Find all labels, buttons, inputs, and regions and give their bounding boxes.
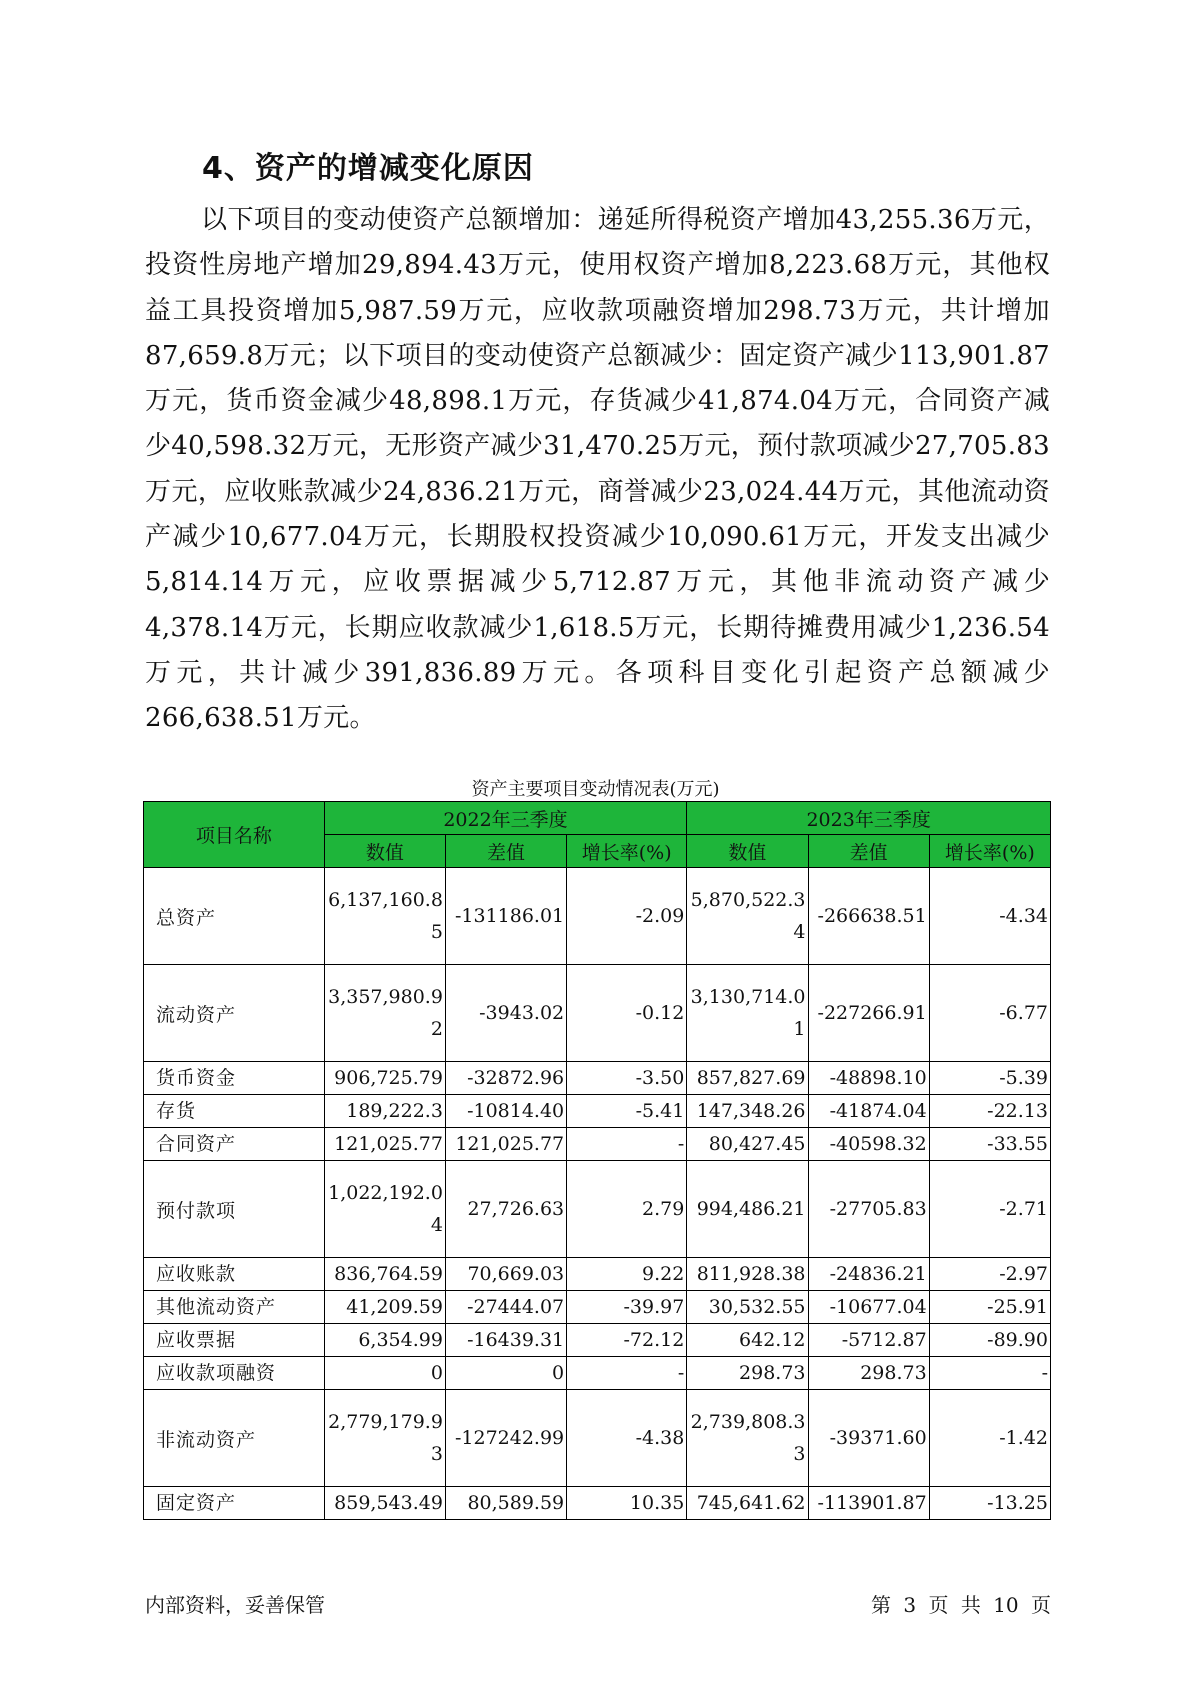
row-label: 存货	[144, 1095, 325, 1128]
header-diff-2022: 差值	[445, 835, 566, 868]
cell-growth-2022: 2.79	[567, 1161, 687, 1258]
cell-diff-2022: -32872.96	[445, 1062, 566, 1095]
cell-growth-2022: -0.12	[567, 965, 687, 1062]
cell-diff-2023: -48898.10	[808, 1062, 929, 1095]
header-value-2022: 数值	[324, 835, 445, 868]
table-row	[144, 1390, 1051, 1487]
row-label: 合同资产	[144, 1128, 325, 1161]
cell-diff-2023: -39371.60	[808, 1390, 929, 1487]
cell-diff-2022: -3943.02	[445, 965, 566, 1062]
cell-growth-2023: -6.77	[929, 965, 1050, 1062]
header-diff-2023: 差值	[808, 835, 929, 868]
cell-diff-2023: -27705.83	[808, 1161, 929, 1258]
row-label: 货币资金	[144, 1062, 325, 1095]
cell-value-2022: 6,354.99	[324, 1324, 445, 1357]
cell-diff-2023: -5712.87	[808, 1324, 929, 1357]
row-label: 预付款项	[144, 1161, 325, 1258]
cell-growth-2022: -2.09	[567, 868, 687, 965]
row-label: 应收账款	[144, 1258, 325, 1291]
cell-value-2022: 0	[324, 1357, 445, 1390]
table-row	[144, 1062, 1051, 1095]
cell-growth-2022: 10.35	[567, 1487, 687, 1520]
table-row	[144, 1128, 1051, 1161]
cell-diff-2023: 298.73	[808, 1357, 929, 1390]
cell-growth-2023: -2.71	[929, 1161, 1050, 1258]
cell-growth-2023: -25.91	[929, 1291, 1050, 1324]
cell-growth-2022: -	[567, 1128, 687, 1161]
cell-diff-2022: -131186.01	[445, 868, 566, 965]
cell-growth-2022: -3.50	[567, 1062, 687, 1095]
cell-diff-2022: -27444.07	[445, 1291, 566, 1324]
cell-diff-2023: -113901.87	[808, 1487, 929, 1520]
header-period-2022: 2022年三季度	[324, 802, 687, 835]
cell-value-2023: 2,739,808.33	[687, 1390, 808, 1487]
row-label: 总资产	[144, 868, 325, 965]
cell-growth-2023: -	[929, 1357, 1050, 1390]
cell-value-2023: 147,348.26	[687, 1095, 808, 1128]
cell-value-2023: 80,427.45	[687, 1128, 808, 1161]
row-label: 固定资产	[144, 1487, 325, 1520]
table-row	[144, 1291, 1051, 1324]
cell-diff-2022: -10814.40	[445, 1095, 566, 1128]
cell-value-2022: 859,543.49	[324, 1487, 445, 1520]
cell-growth-2022: -4.38	[567, 1390, 687, 1487]
header-period-2023: 2023年三季度	[687, 802, 1051, 835]
cell-value-2022: 189,222.3	[324, 1095, 445, 1128]
section-heading: 4、资产的增减变化原因	[202, 151, 534, 186]
body-paragraph: 以下项目的变动使资产总额增加：递延所得税资产增加43,255.36万元，投资性房地产增加29,894.43万元，使用权资产增加8,223.68万元，其他权益工具投资增加5,987.59万元，应收款项融资增加298.73万元，共计增加87,659.8万元；以下项目的变动使资产总额减少：固定资产减少113,901.87万元，货币资金减少48,898.1万元，存货减少41,874.04万元，合同资产减少40,598.32万元，无形资产减少31,470.25万元，预付款项减少27,705.83万元，应收账款减少24,836.21万元，商誉减少23,024.44万元，其他流动资产减少10,677.04万元，长期股权投资减少10,090.61万元，开发支出减少5,814.14万元，应收票据减少5,712.87万元，其他非流动资产减少4,378.14万元，长期应收款减少1,618.5万元，长期待摊费用减少1,236.54万元，共计减少391,836.89万元。各项科目变化引起资产总额减少266,638.51万元。	[145, 205, 1050, 734]
cell-diff-2023: -227266.91	[808, 965, 929, 1062]
table-row	[144, 1487, 1051, 1520]
cell-diff-2022: 121,025.77	[445, 1128, 566, 1161]
cell-value-2023: 298.73	[687, 1357, 808, 1390]
cell-diff-2022: 0	[445, 1357, 566, 1390]
table-row	[144, 1324, 1051, 1357]
cell-growth-2022: -39.97	[567, 1291, 687, 1324]
row-label: 流动资产	[144, 965, 325, 1062]
cell-diff-2023: -10677.04	[808, 1291, 929, 1324]
cell-growth-2022: -72.12	[567, 1324, 687, 1357]
cell-diff-2022: 80,589.59	[445, 1487, 566, 1520]
table-row	[144, 1095, 1051, 1128]
table-row	[144, 868, 1051, 965]
header-growth-2023: 增长率(%)	[929, 835, 1050, 868]
cell-value-2023: 642.12	[687, 1324, 808, 1357]
cell-value-2022: 121,025.77	[324, 1128, 445, 1161]
header-growth-2022: 增长率(%)	[567, 835, 687, 868]
cell-growth-2023: -1.42	[929, 1390, 1050, 1487]
cell-diff-2023: -266638.51	[808, 868, 929, 965]
cell-growth-2022: -5.41	[567, 1095, 687, 1128]
cell-value-2023: 994,486.21	[687, 1161, 808, 1258]
cell-value-2023: 5,870,522.34	[687, 868, 808, 965]
header-item-name: 项目名称	[144, 802, 325, 868]
header-value-2023: 数值	[687, 835, 808, 868]
cell-value-2022: 906,725.79	[324, 1062, 445, 1095]
table-row	[144, 1258, 1051, 1291]
cell-diff-2023: -41874.04	[808, 1095, 929, 1128]
cell-growth-2023: -33.55	[929, 1128, 1050, 1161]
table-row	[144, 1161, 1051, 1258]
cell-growth-2022: -	[567, 1357, 687, 1390]
cell-diff-2023: -24836.21	[808, 1258, 929, 1291]
table-row	[144, 965, 1051, 1062]
row-label: 应收款项融资	[144, 1357, 325, 1390]
row-label: 非流动资产	[144, 1390, 325, 1487]
cell-value-2022: 836,764.59	[324, 1258, 445, 1291]
cell-growth-2023: -4.34	[929, 868, 1050, 965]
cell-value-2023: 30,532.55	[687, 1291, 808, 1324]
asset-change-table	[143, 801, 1051, 1520]
table-row	[144, 1357, 1051, 1390]
cell-growth-2023: -5.39	[929, 1062, 1050, 1095]
cell-value-2022: 2,779,179.93	[324, 1390, 445, 1487]
cell-value-2022: 1,022,192.04	[324, 1161, 445, 1258]
cell-growth-2022: 9.22	[567, 1258, 687, 1291]
cell-value-2023: 811,928.38	[687, 1258, 808, 1291]
cell-diff-2023: -40598.32	[808, 1128, 929, 1161]
cell-value-2022: 41,209.59	[324, 1291, 445, 1324]
cell-growth-2023: -13.25	[929, 1487, 1050, 1520]
cell-diff-2022: 70,669.03	[445, 1258, 566, 1291]
cell-diff-2022: -16439.31	[445, 1324, 566, 1357]
cell-value-2022: 6,137,160.85	[324, 868, 445, 965]
cell-growth-2023: -2.97	[929, 1258, 1050, 1291]
cell-growth-2023: -22.13	[929, 1095, 1050, 1128]
table-caption: 资产主要项目变动情况表(万元)	[471, 779, 720, 800]
cell-growth-2023: -89.90	[929, 1324, 1050, 1357]
cell-diff-2022: 27,726.63	[445, 1161, 566, 1258]
footer-page-number: 第 3 页 共 10 页	[871, 1593, 1051, 1617]
table-body	[144, 868, 1051, 1520]
cell-diff-2022: -127242.99	[445, 1390, 566, 1487]
cell-value-2023: 745,641.62	[687, 1487, 808, 1520]
cell-value-2023: 3,130,714.01	[687, 965, 808, 1062]
row-label: 其他流动资产	[144, 1291, 325, 1324]
footer-confidential-note: 内部资料，妥善保管	[145, 1593, 325, 1617]
cell-value-2022: 3,357,980.92	[324, 965, 445, 1062]
cell-value-2023: 857,827.69	[687, 1062, 808, 1095]
row-label: 应收票据	[144, 1324, 325, 1357]
